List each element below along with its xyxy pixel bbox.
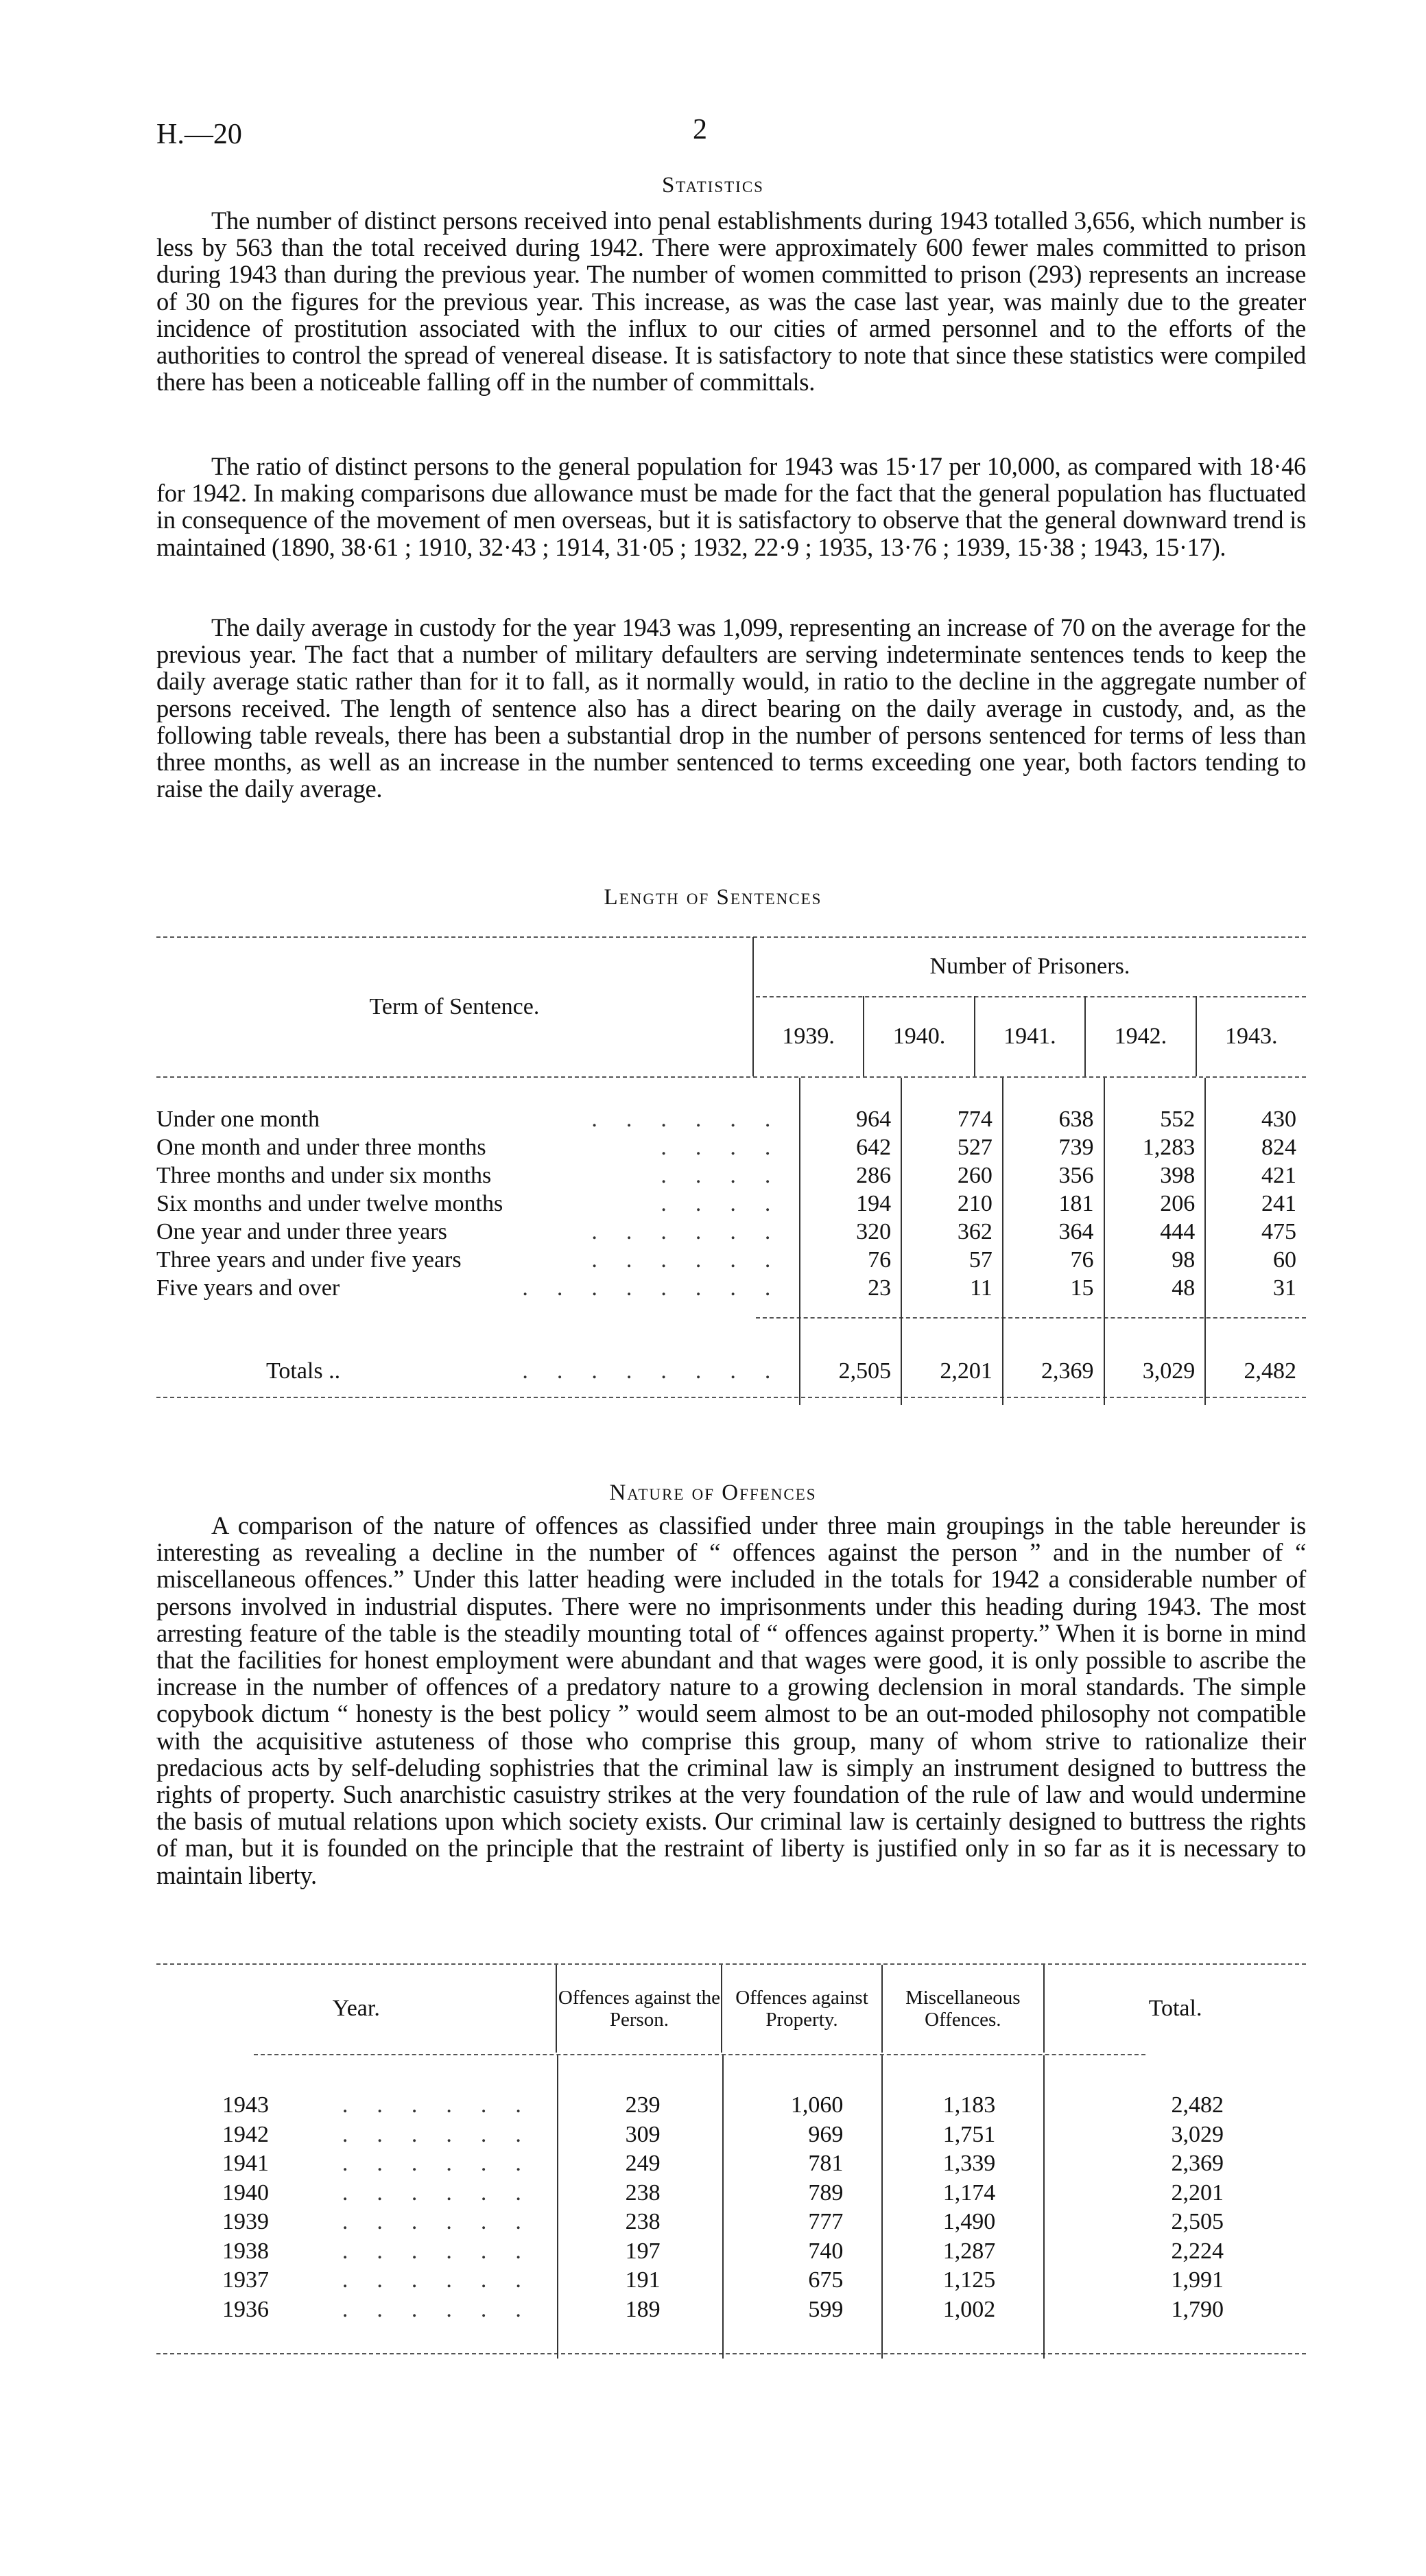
year-cell xyxy=(156,2266,558,2295)
dot-leader: ...... xyxy=(342,2092,550,2118)
spacer-cell xyxy=(901,1302,1003,1351)
value-cell: 1,991 xyxy=(1044,2266,1306,2295)
value-cell: 364 xyxy=(1003,1218,1104,1246)
value-cell: 98 xyxy=(1104,1246,1206,1274)
value-cell: 789 xyxy=(723,2179,883,2208)
value-cell: 774 xyxy=(901,1105,1003,1133)
term-cell xyxy=(156,1274,800,1302)
spacer-cell xyxy=(558,2324,723,2359)
value-cell: 421 xyxy=(1205,1161,1306,1190)
page-number: 2 xyxy=(693,114,707,145)
value-cell: 210 xyxy=(901,1190,1003,1218)
value-cell: 2,505 xyxy=(800,1351,901,1391)
spacer-cell xyxy=(723,2324,883,2359)
value-cell: 398 xyxy=(1104,1161,1206,1190)
dot-leader: ...... xyxy=(342,2179,550,2206)
value-cell: 638 xyxy=(1003,1105,1104,1133)
value-cell: 2,482 xyxy=(1044,2091,1306,2120)
offences-body xyxy=(156,2055,1306,2359)
table-row xyxy=(156,1246,1306,1274)
value-cell: 194 xyxy=(800,1190,901,1218)
value-cell: 362 xyxy=(901,1218,1003,1246)
value-cell: 197 xyxy=(558,2237,723,2267)
value-cell: 2,201 xyxy=(1044,2179,1306,2208)
value-cell: 475 xyxy=(1205,1218,1306,1246)
spacer-row xyxy=(156,1391,1306,1405)
table-row xyxy=(156,2266,1306,2295)
length-of-sentences-header xyxy=(156,937,1306,1076)
spacer-cell xyxy=(882,2324,1044,2359)
table-row xyxy=(156,2208,1306,2237)
value-cell: 552 xyxy=(1104,1105,1206,1133)
spacer-cell xyxy=(1003,1391,1104,1405)
misc-column-header: Miscellaneous Offences. xyxy=(882,1965,1045,2053)
offences-header xyxy=(156,1965,1306,2053)
term-cell xyxy=(156,1351,800,1391)
value-cell: 238 xyxy=(558,2208,723,2237)
value-cell: 3,029 xyxy=(1044,2120,1306,2150)
value-cell: 57 xyxy=(901,1246,1003,1274)
year-cell xyxy=(156,2179,558,2208)
table-row xyxy=(156,2149,1306,2179)
property-column-header: Offences against Property. xyxy=(722,1965,881,2053)
paragraph: The number of distinct persons received into penal establishments during 1943 totalled 3,656, which number is less by 563 than the total received during 1942. There were approximately 600 fewer males committed to prison during 1943 than during the previous year. The number of women committed to prison (293) represents an increase of 30 on the figures for the previous year. This increase, as was the case last year, was mainly due to the greater incidence of prostitution associated with the influx to our cities of armed personnel and to the efforts of the authorities to control the spread of venereal disease. It is satisfactory to note that since these statistics were compiled there has been a noticeable falling off in the number of committals. xyxy=(156,206,1306,397)
spacer-cell xyxy=(800,1302,901,1351)
value-cell: 2,505 xyxy=(1044,2208,1306,2237)
dot-leader: ...... xyxy=(342,2151,550,2177)
value-cell: 191 xyxy=(558,2266,723,2295)
length-of-sentences-body xyxy=(156,1078,1306,1405)
year-cell xyxy=(156,2120,558,2150)
value-cell: 309 xyxy=(558,2120,723,2150)
value-cell: 1,339 xyxy=(882,2149,1044,2179)
spacer-cell xyxy=(800,1391,901,1405)
value-cell: 430 xyxy=(1205,1105,1306,1133)
table-row xyxy=(156,2295,1306,2325)
dot-leader: ...... xyxy=(342,2238,550,2264)
term-label: Six months and under twelve months xyxy=(156,1190,503,1216)
value-cell: 31 xyxy=(1205,1274,1306,1302)
dot-leader: .... xyxy=(661,1134,800,1160)
term-header: Term of Sentence. xyxy=(369,993,540,1019)
term-label: Under one month xyxy=(156,1106,320,1132)
spacer-cell xyxy=(1003,1302,1104,1351)
year-header: 1943. xyxy=(1196,996,1306,1076)
spacer-cell xyxy=(156,1391,800,1405)
dot-leader: ...... xyxy=(591,1218,800,1244)
table-row xyxy=(156,1274,1306,1302)
paragraph: A comparison of the nature of offences as classified under three main groupings in the table hereunder is interesting as revealing a decline in the number of “ offences against the person ” and in the number of “ miscellaneous offences.” Under this latter heading were included in the totals for 1942 a considerable number of persons involved in industrial disputes. There were no imprisonments under this heading during 1943. The most arresting feature of the table is the steadily mounting total of “ offences against property.” When it is borne in mind that the facilities for honest employment were abundant and that wages were good, it is only possible to ascribe the increase in the number of offences of a predatory nature to a growing declension in moral standards. The simple copybook dictum “ honesty is the best policy ” would seem almost to be an out-moded philosophy not compatible with the acquisitive astuteness of those who comprise this group, many of whom strive to rationalize their predacious acts by self-deluding sophistries that the criminal law is simply an instrument designed to buttress the rights of property. Such anarchistic casuistry strikes at the very foundation of the rule of law and would undermine the basis of mutual relations upon which society exists. Our criminal law is certainly designed to buttress the rights of man, but it is founded on the principle that the restraint of liberty is justified only in so far as it is necessary to maintain liberty. xyxy=(156,1511,1306,1889)
value-cell: 527 xyxy=(901,1133,1003,1161)
table-row xyxy=(156,1133,1306,1161)
dot-leader: ...... xyxy=(342,2209,550,2235)
value-cell: 642 xyxy=(800,1133,901,1161)
value-cell: 11 xyxy=(901,1274,1003,1302)
dot-leader: .... xyxy=(661,1162,800,1188)
value-cell: 1,002 xyxy=(882,2295,1044,2325)
value-cell: 48 xyxy=(1104,1274,1206,1302)
value-cell: 1,183 xyxy=(882,2091,1044,2120)
value-cell: 824 xyxy=(1205,1133,1306,1161)
table-row xyxy=(156,1161,1306,1190)
year-label: 1940 xyxy=(222,2179,269,2206)
year-label: 1936 xyxy=(222,2296,269,2322)
document-code: H.—20 xyxy=(156,119,242,150)
value-cell: 1,287 xyxy=(882,2237,1044,2267)
value-cell: 2,369 xyxy=(1044,2149,1306,2179)
spacer-row xyxy=(156,1302,1306,1351)
spacer-cell xyxy=(156,1302,800,1351)
spacer-cell xyxy=(901,1391,1003,1405)
paragraph: The daily average in custody for the year 1943 was 1,099, representing an increase of 70 on the average for the previous year. The fact that a number of military defaulters are serving indeterminate sentences tends to keep the daily average static rather than for it to fall, as it normally would, in ratio to the decline in the aggregate number of persons received. The length of sentence also has a direct bearing on the daily average in custody, and, as the following table reveals, there has been a substantial drop in the number of persons sentenced for terms of less than three months, as well as an increase in the number sentenced to terms exceeding one year, both factors tending to raise the daily average. xyxy=(156,613,1306,803)
spacer-cell xyxy=(1205,1391,1306,1405)
term-cell xyxy=(156,1218,800,1246)
paragraph: The ratio of distinct persons to the general population for 1943 was 15·17 per 10,000, as compared with 18·46 for 1942. In making comparisons due allowance must be made for the fact that the general population has fluctuated in consequence of the movement of men overseas, but it is satisfactory to observe that the general downward trend is maintained (1890, 38·61 ; 1910, 32·43 ; 1914, 31·05 ; 1932, 22·9 ; 1935, 13·76 ; 1939, 15·38 ; 1943, 15·17). xyxy=(156,452,1306,561)
person-column-header: Offences against the Person. xyxy=(556,1965,722,2053)
value-cell: 1,125 xyxy=(882,2266,1044,2295)
value-cell: 249 xyxy=(558,2149,723,2179)
value-cell: 1,490 xyxy=(882,2208,1044,2237)
dot-leader: ...... xyxy=(342,2121,550,2147)
table-row xyxy=(156,2237,1306,2267)
term-label: One month and under three months xyxy=(156,1134,486,1160)
dot-leader: ...... xyxy=(591,1246,800,1273)
table-row xyxy=(156,1105,1306,1133)
year-cell xyxy=(156,2208,558,2237)
value-cell: 1,751 xyxy=(882,2120,1044,2150)
term-cell xyxy=(156,1105,800,1133)
value-cell: 356 xyxy=(1003,1161,1104,1190)
term-label: One year and under three years xyxy=(156,1218,447,1244)
term-cell xyxy=(156,1246,800,1274)
dot-leader: ...... xyxy=(342,2296,550,2322)
value-cell: 964 xyxy=(800,1105,901,1133)
value-cell: 1,283 xyxy=(1104,1133,1206,1161)
term-cell xyxy=(156,1190,800,1218)
spacer-cell xyxy=(1205,1302,1306,1351)
table-row xyxy=(156,2120,1306,2150)
number-of-prisoners-header: Number of Prisoners. xyxy=(753,937,1306,996)
spacer-cell xyxy=(1044,2324,1306,2359)
table-row xyxy=(156,2091,1306,2120)
year-cell xyxy=(156,2149,558,2179)
term-label: Three months and under six months xyxy=(156,1162,492,1188)
year-cell xyxy=(156,2295,558,2325)
value-cell: 260 xyxy=(901,1161,1003,1190)
value-cell: 286 xyxy=(800,1161,901,1190)
value-cell: 2,369 xyxy=(1003,1351,1104,1391)
year-label: 1943 xyxy=(222,2092,269,2118)
value-cell: 2,482 xyxy=(1205,1351,1306,1391)
dot-leader: ...... xyxy=(591,1106,800,1132)
value-cell: 15 xyxy=(1003,1274,1104,1302)
term-label: Totals .. xyxy=(266,1358,341,1384)
value-cell: 444 xyxy=(1104,1218,1206,1246)
term-cell xyxy=(156,1161,800,1190)
value-cell: 777 xyxy=(723,2208,883,2237)
year-cell xyxy=(156,2237,558,2267)
value-cell: 241 xyxy=(1205,1190,1306,1218)
value-cell: 2,224 xyxy=(1044,2237,1306,2267)
value-cell: 3,029 xyxy=(1104,1351,1206,1391)
year-label: 1937 xyxy=(222,2267,269,2293)
year-label: 1941 xyxy=(222,2151,269,2177)
year-header: 1942. xyxy=(1085,996,1196,1076)
section-title-nature-of-offences: Nature of Offences xyxy=(609,1480,817,1505)
table-row xyxy=(156,1218,1306,1246)
value-cell: 23 xyxy=(800,1274,901,1302)
value-cell: 76 xyxy=(800,1246,901,1274)
value-cell: 206 xyxy=(1104,1190,1206,1218)
year-label: 1939 xyxy=(222,2209,269,2235)
term-label: Five years and over xyxy=(156,1275,340,1301)
term-label: Three years and under five years xyxy=(156,1246,462,1273)
total-column-header: Total. xyxy=(1044,1965,1306,2053)
value-cell: 599 xyxy=(723,2295,883,2325)
year-header: 1940. xyxy=(864,996,974,1076)
year-column-header: Year. xyxy=(332,1996,380,2021)
dot-leader: ........ xyxy=(522,1358,800,1384)
value-cell: 76 xyxy=(1003,1246,1104,1274)
term-cell xyxy=(156,1133,800,1161)
value-cell: 181 xyxy=(1003,1190,1104,1218)
table-title-length-of-sentences: Length of Sentences xyxy=(604,885,822,910)
year-label: 1938 xyxy=(222,2238,269,2264)
spacer-cell xyxy=(1104,1391,1206,1405)
dot-leader: .... xyxy=(661,1190,800,1216)
year-header: 1939. xyxy=(753,996,864,1076)
value-cell: 969 xyxy=(723,2120,883,2150)
value-cell: 189 xyxy=(558,2295,723,2325)
year-header: 1941. xyxy=(975,996,1085,1076)
spacer-cell xyxy=(156,2324,558,2359)
totals-row xyxy=(156,1351,1306,1391)
value-cell: 781 xyxy=(723,2149,883,2179)
section-title-statistics: Statistics xyxy=(662,173,764,198)
value-cell: 675 xyxy=(723,2266,883,2295)
value-cell: 1,174 xyxy=(882,2179,1044,2208)
spacer-row xyxy=(156,2324,1306,2359)
value-cell: 238 xyxy=(558,2179,723,2208)
table-row xyxy=(156,2179,1306,2208)
value-cell: 320 xyxy=(800,1218,901,1246)
value-cell: 1,060 xyxy=(723,2091,883,2120)
year-cell xyxy=(156,2091,558,2120)
year-label: 1942 xyxy=(222,2121,269,2147)
dot-leader: ........ xyxy=(522,1275,800,1301)
value-cell: 2,201 xyxy=(901,1351,1003,1391)
value-cell: 239 xyxy=(558,2091,723,2120)
value-cell: 739 xyxy=(1003,1133,1104,1161)
value-cell: 740 xyxy=(723,2237,883,2267)
table-row xyxy=(156,1190,1306,1218)
dot-leader: ...... xyxy=(342,2267,550,2293)
spacer-cell xyxy=(1104,1302,1206,1351)
value-cell: 1,790 xyxy=(1044,2295,1306,2325)
value-cell: 60 xyxy=(1205,1246,1306,1274)
